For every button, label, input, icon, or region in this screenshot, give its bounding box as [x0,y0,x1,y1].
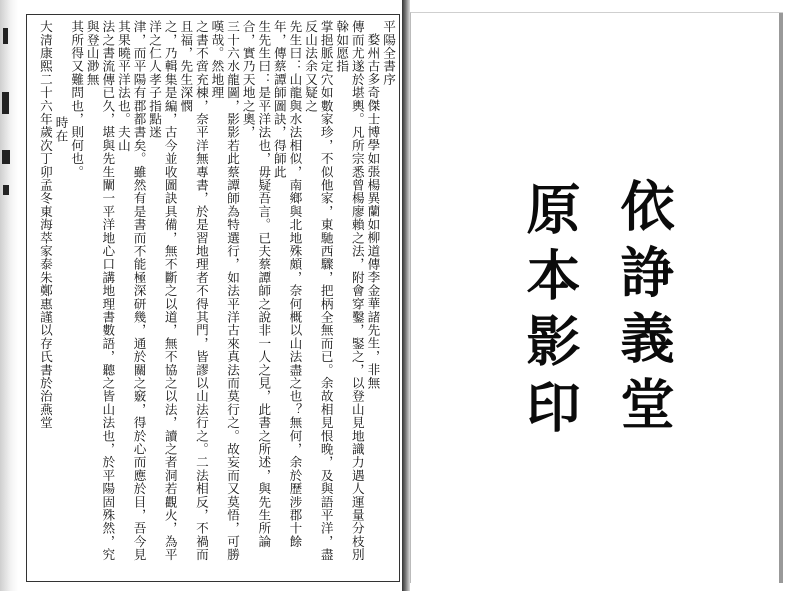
text-column: 之，乃輯集是編，古今並收圖訣具備，無不斷之以道，無不協之以法，讀之者洞若觀火，為平洋之仁人孝子指點迷 [147,20,178,562]
text-column: 津，而平陽有郡都書矣。雖然有是書而不能極深研幾，通於關之竅，得於心而應於目，吾今見其果曉平洋法也。夫山 [115,20,147,562]
calligraphy-column-reprint: 原本影印 [518,181,582,445]
text-column: 其所得又難問也，則何也。 [69,20,85,179]
preface-text [37,20,396,568]
text-column: 先生曰：山龍與水法相似，南鄉與北地殊頗，奈何概以山法盡之也？無何，余於歷涉郡十餘年，傳蔡譚師圖訣，得師此 [271,20,303,548]
preface-title: 平陽全書序 [381,20,396,86]
scan-mark [2,150,10,164]
text-column: 三十六水龍圖，影影若此蔡譚師為特選行，如法平洋古來真法而莫行之。故妄而又莫悟，可勝嘆哉。然地理 [209,20,241,562]
text-column: 之書不啻充棟，奈平洋無專書，於是習地理者不得其門，皆謬以山法行之。二法相反，不禍而且福，先生深憫 [178,20,209,562]
text-column: 掌挹脈定穴如數家珍，不似他家，東馳西驟，把柄全無而已。余故相見恨晚，及與語平洋，盡反山法余又疑之 [303,20,334,562]
scan-mark [3,185,9,195]
page-edge [779,13,783,583]
text-column: 法之書流傳已久，堪與先生闡一平洋地心口講地理書數語，聽之皆山法也，於平陽固殊然，究與登山渺無 [84,20,116,562]
left-page [20,12,405,584]
text-column: 婺州古多奇傑士博學如張楊異蘭如柳道傳李金華諸先生，非無 [365,33,381,390]
scan-edge-artifact [0,0,18,591]
scan-mark [2,92,9,114]
right-page [410,12,783,583]
scan-mark [3,28,8,44]
text-column: 傳而尤遂於堪輿。凡所宗悉曾楊廖賴之法，附會穿鑿，鋻之，以登山見地識力遇人運量分枝別榦如愿指 [334,20,365,562]
book-gutter [402,0,410,591]
calligraphy-column-publisher: 依諍義堂 [612,178,676,442]
text-column: 生先生曰：是平洋法也，毋疑吾言。已夫蔡譚師之說非一人之見，此書之所述，與先生所論合，實乃天地之奧， [240,20,272,548]
date-prefix: 時在 [53,116,69,143]
date-signature: 大清康熙二十六年歲次丁卯孟冬東海萃家泰朱鄭惠謹以存氏書於治燕堂 [37,20,53,430]
